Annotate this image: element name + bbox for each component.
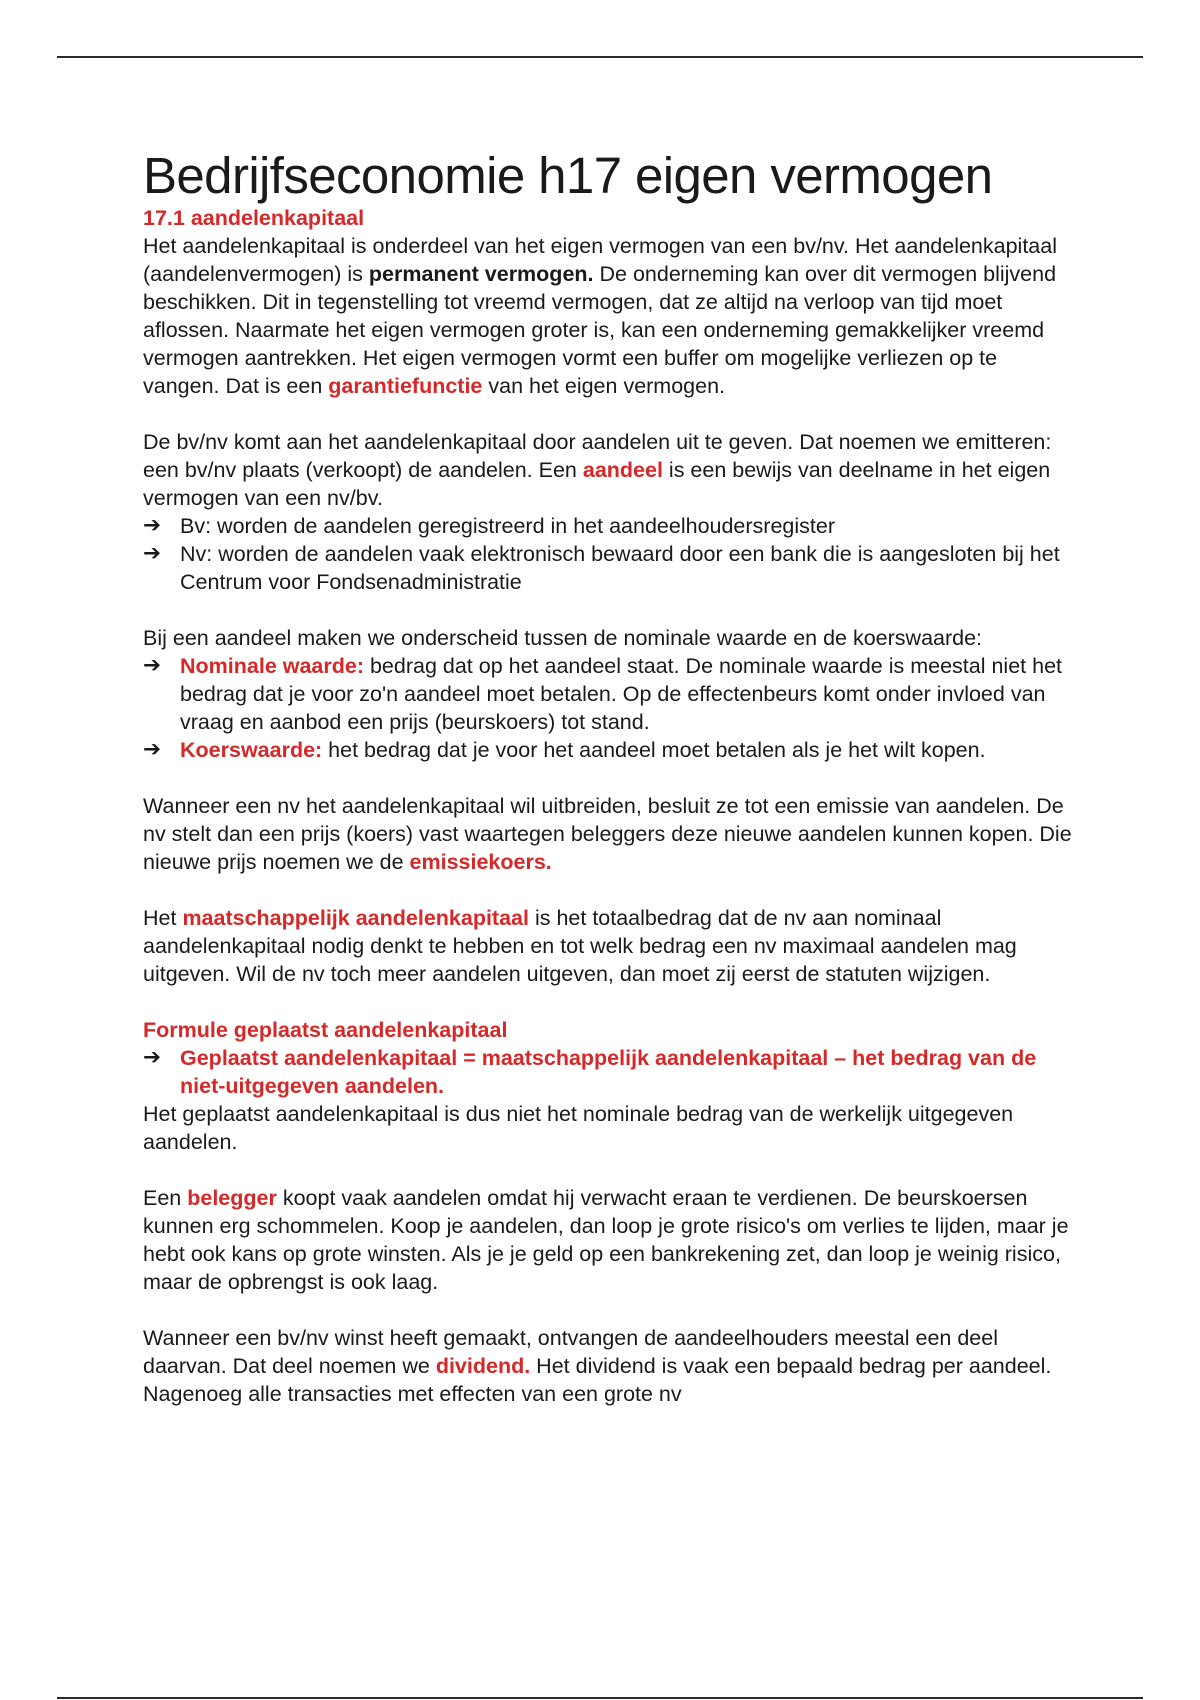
text-run: De bv/nv komt aan het aandelenkapitaal door aandelen uit te geven. Dat noemen we emitteren: een bv/nv plaats (verkoopt) de aandelen. Een — [143, 430, 1052, 482]
paragraph-4 — [143, 792, 1078, 876]
formula-text: Geplaatst aandelenkapitaal = maatschappelijk aandelenkapitaal – het bedrag van de niet-uitgegeven aandelen. — [180, 1046, 1037, 1098]
text-run: is een bewijs van deelname in het eigen vermogen van een nv/bv. — [143, 458, 1051, 510]
bullet-item-nominale-waarde — [143, 652, 1078, 736]
bullet-text: Bv: worden de aandelen geregistreerd in het aandeelhoudersregister — [180, 514, 835, 538]
arrow-right-icon: ➔ — [143, 541, 162, 566]
term-aandeel: aandeel — [582, 458, 663, 482]
term-dividend: dividend. — [435, 1354, 531, 1378]
document-title: Bedrijfseconomie h17 eigen vermogen — [143, 147, 993, 204]
text-run: Het aandelenkapitaal is onderdeel van het eigen vermogen van een bv/nv. Het aandelenkapitaal (aandelenvermogen) is — [143, 234, 1057, 286]
term-nominale-waarde: Nominale waarde: — [180, 654, 364, 678]
bullet-text: het bedrag dat je voor het aandeel moet betalen als je het wilt kopen. — [322, 738, 986, 762]
term-garantiefunctie: garantiefunctie — [328, 374, 483, 398]
top-rule — [57, 56, 1143, 58]
bottom-rule — [57, 1697, 1143, 1699]
term-koerswaarde: Koerswaarde: — [180, 738, 323, 762]
bullet-text: bedrag dat op het aandeel staat. De nominale waarde is meestal niet het bedrag dat je voor zo'n aandeel moet betalen. Op de effectenbeurs komt onder invloed van vraag en aanbod een prijs (beurskoers) tot stand. — [180, 654, 1063, 734]
paragraph-6 — [143, 1184, 1078, 1296]
text-run: koopt vaak aandelen omdat hij verwacht eraan te verdienen. De beurskoersen kunnen erg schommelen. Koop je aandelen, dan loop je grote risico's om verlies te lijden, maar je hebt ook kans op grote winsten. Als je je geld op een bankrekening zet, dan loop je weinig risico, maar de opbrengst is ook laag. — [143, 1186, 1069, 1294]
text-run: Een — [143, 1186, 188, 1210]
section-heading: 17.1 aandelenkapitaal — [143, 206, 365, 230]
text-run: Wanneer een nv het aandelenkapitaal wil uitbreiden, besluit ze tot een emissie van aandelen. De nv stelt dan een prijs (koers) vast waartegen beleggers deze nieuwe aandelen kunnen kopen. Die nieuwe prijs noemen we de — [143, 794, 1072, 874]
bullet-item-nv — [143, 540, 1078, 596]
document-body — [143, 148, 1078, 1408]
bold-term-permanent-vermogen: permanent vermogen. — [368, 262, 594, 286]
paragraph-1 — [143, 232, 1078, 400]
formula-explanation: Het geplaatst aandelenkapitaal is dus niet het nominale bedrag van de werkelijk uitgegeven aandelen. — [143, 1102, 1014, 1154]
formula-heading: Formule geplaatst aandelenkapitaal — [143, 1018, 508, 1042]
text-run: is het totaalbedrag dat de nv aan nominaal aandelenkapitaal nodig denkt te hebben en tot welk bedrag een nv maximaal aandelen mag uitgeven. Wil de nv toch meer aandelen uitgeven, dan moet zij eerst de statuten wijzigen. — [143, 906, 1017, 986]
bullet-item-formula — [143, 1044, 1078, 1100]
bullet-text: Nv: worden de aandelen vaak elektronisch bewaard door een bank die is aangesloten bij het Centrum voor Fondsenadministratie — [180, 542, 1060, 594]
text-run: van het eigen vermogen. — [482, 374, 726, 398]
arrow-right-icon: ➔ — [143, 1045, 162, 1070]
text-run: Het dividend is vaak een bepaald bedrag per aandeel. Nagenoeg alle transacties met effecten van een grote nv — [143, 1354, 1052, 1406]
paragraph-5 — [143, 904, 1078, 988]
term-emissiekoers: emissiekoers. — [409, 850, 552, 874]
term-maatschappelijk-aandelenkapitaal: maatschappelijk aandelenkapitaal — [182, 906, 529, 930]
text-run: Het — [143, 906, 183, 930]
arrow-right-icon: ➔ — [143, 653, 162, 678]
term-belegger: belegger — [187, 1186, 277, 1210]
bullet-item-bv — [143, 512, 1078, 540]
text-run: Wanneer een bv/nv winst heeft gemaakt, ontvangen de aandeelhouders meestal een deel daarvan. Dat deel noemen we — [143, 1326, 999, 1378]
paragraph-2 — [143, 428, 1078, 512]
arrow-right-icon: ➔ — [143, 737, 162, 762]
paragraph-7 — [143, 1324, 1078, 1408]
paragraph-3: Bij een aandeel maken we onderscheid tussen de nominale waarde en de koerswaarde: — [143, 626, 983, 650]
bullet-item-koerswaarde — [143, 736, 1078, 764]
text-run: De onderneming kan over dit vermogen blijvend beschikken. Dit in tegenstelling tot vreemd vermogen, dat ze altijd na verloop van tijd moet aflossen. Naarmate het eigen vermogen groter is, kan een onderneming gemakkelijker vreemd vermogen aantrekken. Het eigen vermogen vormt een buffer om mogelijke verliezen op te vangen. Dat is een — [143, 262, 1057, 398]
arrow-right-icon: ➔ — [143, 513, 162, 538]
